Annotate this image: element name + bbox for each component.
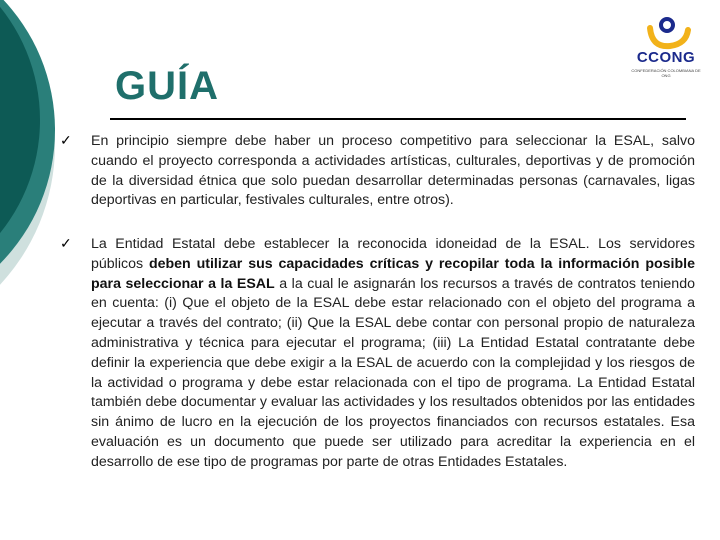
bullet-text-emphasis: deben utilizar sus capacidades críticas y recopilar toda la información posible para seleccionar a la ESAL <box>91 255 695 292</box>
logo-wordmark: CCONG <box>636 49 696 66</box>
check-icon: ✓ <box>60 235 72 251</box>
bullet-text: En principio siempre debe haber un proceso competitivo para seleccionar la ESAL, salvo cuando el proyecto corresponda a actividades artísticas, culturales, deportivas y de promoción de la diversidad étnica que solo puedan desarrollar determinadas personas (carnavales, ligas deportivas en particular, festivales culturales, entre otros). <box>91 133 695 209</box>
slide-title: GUÍA <box>115 64 219 108</box>
bullet-text <box>91 235 695 473</box>
logo-tagline: CONFEDERACIÓN COLOMBIANA DE ONG <box>631 68 701 78</box>
check-icon: ✓ <box>60 132 72 148</box>
bullet-text-start: La Entidad Estatal debe establecer la reconocida idoneidad de la ESAL. Los servidores públicos <box>91 236 695 272</box>
ccong-logo <box>630 14 702 78</box>
title-divider <box>110 118 686 120</box>
decorative-circles <box>0 0 90 540</box>
bullet-text-end: a la cual le asignarán los recursos a través de contratos teniendo en cuenta: (i) Que el objeto de la ESAL debe estar relacionado con el objeto del programa a ejecutar a través del contrato; (ii) Que la ESAL debe contar con personal propio de naturaleza administrativa y técnica para ejecutar el programa; (iii) La Entidad Estatal contratante debe definir la experiencia que debe exigir a la ESAL de acuerdo con la complejidad y los riesgos de la actividad o programa y debe estar relacionada con el tipo de programa. La Entidad Estatal también debe documentar y evaluar las actividades y los resultados obtenidos por las entidades sin ánimo de lucro en la ejecución de los proyectos financiados con recursos estatales. Esa evaluación es un documento que puede ser utilizado para acreditar la experiencia en el desarrollo de ese tipo de programas por parte de otras Entidades Estatales. <box>91 275 695 470</box>
logo-mark-icon <box>630 14 702 54</box>
